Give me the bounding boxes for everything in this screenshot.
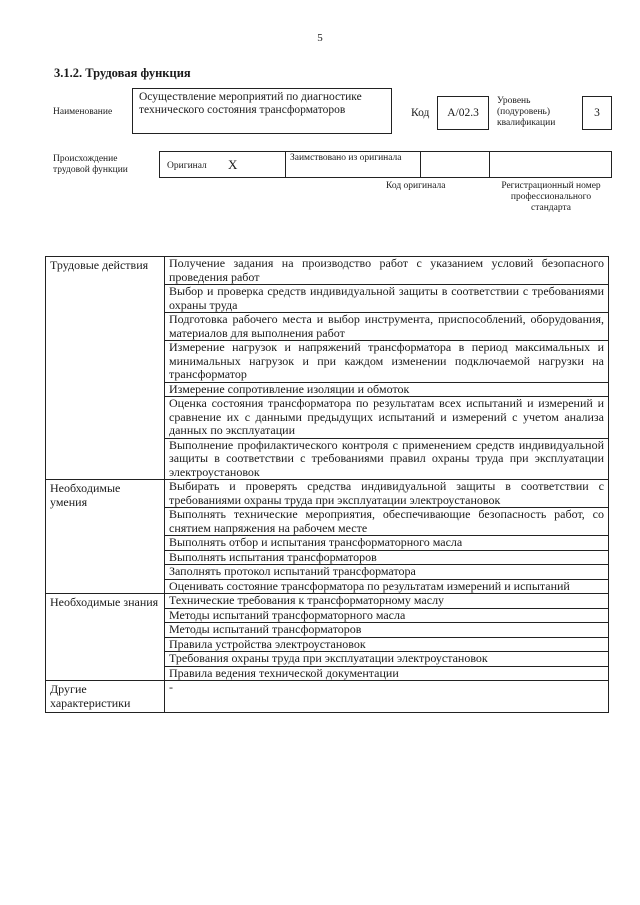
- item-cell: Технические требования к трансформаторному маслу: [165, 594, 609, 609]
- item-cell: Выбирать и проверять средства индивидуальной защиты в соответствии с требованиями охраны труда при эксплуатации электроустановок: [165, 480, 609, 508]
- code-box: [437, 96, 489, 130]
- item-cell: -: [165, 681, 609, 713]
- item-cell: Измерение нагрузок и напряжений трансформатора в период максимальных и минимальных нагрузок и при каждом изменении подключаемой нагрузки на трансформатор: [165, 341, 609, 383]
- item-cell: Правила устройства электроустановок: [165, 637, 609, 652]
- level-label: Уровень (подуровень) квалификации: [497, 96, 556, 128]
- category-cell: Необходимые умения: [46, 480, 165, 594]
- item-cell: Выбор и проверка средств индивидуальной защиты в соответствии с требованиями охраны труда: [165, 285, 609, 313]
- item-cell: Правила ведения технической документации: [165, 666, 609, 681]
- origin-divider: [420, 152, 421, 177]
- item-cell: Выполнять технические мероприятия, обеспечивающие безопасность работ, со снятием напряжения на рабочем месте: [165, 508, 609, 536]
- item-cell: Выполнять отбор и испытания трансформаторного масла: [165, 536, 609, 551]
- code-value: А/02.3: [447, 106, 479, 119]
- table-row: [46, 257, 609, 285]
- origin-box: [159, 151, 612, 178]
- category-cell: Трудовые действия: [46, 257, 165, 480]
- item-cell: Методы испытаний трансформаторного масла: [165, 608, 609, 623]
- section-title: 3.1.2. Трудовая функция: [54, 66, 191, 80]
- page-number: 5: [317, 32, 323, 44]
- item-cell: Оценка состояния трансформатора по результатам всех испытаний и измерений и сравнение их с данными предыдущих испытаний и измерений с учетом анализа данных по эксплуатации: [165, 397, 609, 439]
- item-cell: Выполнение профилактического контроля с применением средств индивидуальной защиты в соответствии с требованиями правил охраны труда при эксплуатации электроустановок: [165, 438, 609, 480]
- item-cell: Оценивать состояние трансформатора по результатам измерений и испытаний: [165, 579, 609, 594]
- name-label: Наименование: [53, 107, 113, 117]
- item-cell: Методы испытаний трансформаторов: [165, 623, 609, 638]
- level-value: 3: [594, 106, 600, 119]
- original-mark: X: [228, 157, 238, 172]
- borrowed-label: Заимствовано из оригинала: [290, 153, 402, 163]
- item-cell: Измерение сопротивление изоляции и обмоток: [165, 382, 609, 397]
- item-cell: Подготовка рабочего места и выбор инструмента, приспособлений, оборудования, материалов для выполнения работ: [165, 313, 609, 341]
- origin-divider: [489, 152, 490, 177]
- code-label: Код: [411, 107, 430, 119]
- level-box: [582, 96, 612, 130]
- function-name-box: [132, 88, 392, 134]
- labor-function-table: [45, 256, 609, 713]
- origin-divider: [285, 152, 286, 177]
- category-cell: Другие характеристики: [46, 681, 165, 713]
- reg-number-label: Регистрационный номер профессионального стандарта: [501, 181, 601, 213]
- original-label: Оригинал: [167, 161, 207, 171]
- item-cell: Получение задания на производство работ с указанием условий безопасного проведения работ: [165, 257, 609, 285]
- item-cell: Заполнять протокол испытаний трансформатора: [165, 565, 609, 580]
- function-name-value: Осуществление мероприятий по диагностике технического состояния трансформаторов: [139, 91, 362, 116]
- item-cell: Выполнять испытания трансформаторов: [165, 550, 609, 565]
- code-original-label: Код оригинала: [386, 181, 446, 191]
- table-row: [46, 480, 609, 508]
- category-cell: Необходимые знания: [46, 594, 165, 681]
- table-row: [46, 681, 609, 713]
- item-cell: Требования охраны труда при эксплуатации электроустановок: [165, 652, 609, 667]
- origin-label: Происхождение трудовой функции: [53, 154, 128, 175]
- table-row: [46, 594, 609, 609]
